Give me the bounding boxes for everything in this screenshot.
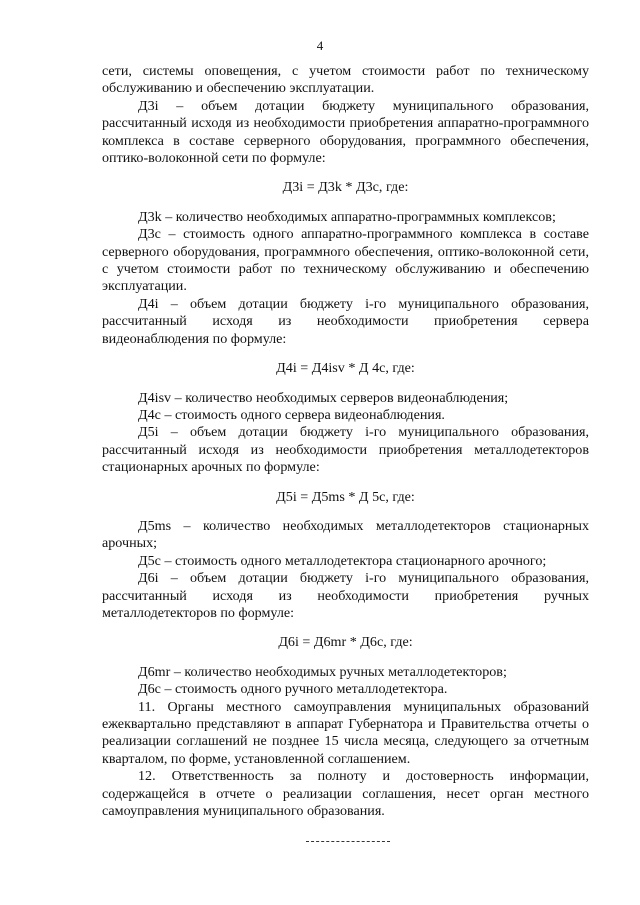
end-separator-line [306,841,390,842]
formula: Д6i = Д6mr * Д6c, где: [278,634,413,651]
definition: Д5ms – количество необходимых металлодетекторов стационарных арочных; [102,517,589,552]
paragraph: Д6i – объем дотации бюджету i-го муниципального образования, рассчитанный исходя из необходимости приобретения ручных металлодетекторов по формуле: [102,570,589,621]
definition: Д6mr – количество необходимых ручных металлодетекторов; [138,663,507,680]
clause: 12. Ответственность за полноту и достоверность информации, содержащейся в отчете о реализации соглашения, несет орган местного самоуправления муниципального образования. [102,768,589,820]
formula: Д5i = Д5ms * Д 5c, где: [276,488,415,505]
definition: Д6c – стоимость одного ручного металлодетектора. [138,681,448,698]
paragraph: Д3i – объем дотации бюджету муниципального образования, рассчитанный исходя из необходимости приобретения аппаратно-программного комплекса в составе серверного оборудования, программного обеспечения, оптико-волоконной сети по формуле: [102,97,589,167]
page-number: 4 [316,38,324,53]
paragraph: Д4i – объем дотации бюджету i-го муниципального образования, рассчитанный исходя из необходимости приобретения сервера видеонаблюдения по формуле: [102,295,589,347]
definition: Д3k – количество необходимых аппаратно-программных комплексов; [138,208,556,225]
definition: Д4isv – количество необходимых серверов видеонаблюдения; [138,389,509,406]
clause: 11. Органы местного самоуправления муниципальных образований ежеквартально представляют в аппарат Губернатора и Правительства отчеты о реализации соглашений не позднее 15 числа месяца, следующего за отчетным кварталом, по форме, установленной соглашением. [102,698,589,767]
paragraph: Д5i – объем дотации бюджету i-го муниципального образования, рассчитанный исходя из необходимости приобретения металлодетекторов стационарных арочных по формуле: [102,424,589,476]
definition: Д4c – стоимость одного сервера видеонаблюдения. [138,406,445,423]
formula: Д4i = Д4isv * Д 4c, где: [276,360,415,377]
formula: Д3i = Д3k * Д3c, где: [282,179,409,196]
definition: Д3c – стоимость одного аппаратно-программного комплекса в составе серверного оборудования, программного обеспечения, оптико-волоконной сети, с учетом стоимости работ по техническому обслуживанию и обеспечению эксплуатации. [102,226,589,295]
paragraph: сети, системы оповещения, с учетом стоимости работ по техническому обслуживанию и обеспечению эксплуатации. [102,63,589,97]
document-body [102,63,589,820]
definition: Д5c – стоимость одного металлодетектора стационарного арочного; [138,552,547,569]
